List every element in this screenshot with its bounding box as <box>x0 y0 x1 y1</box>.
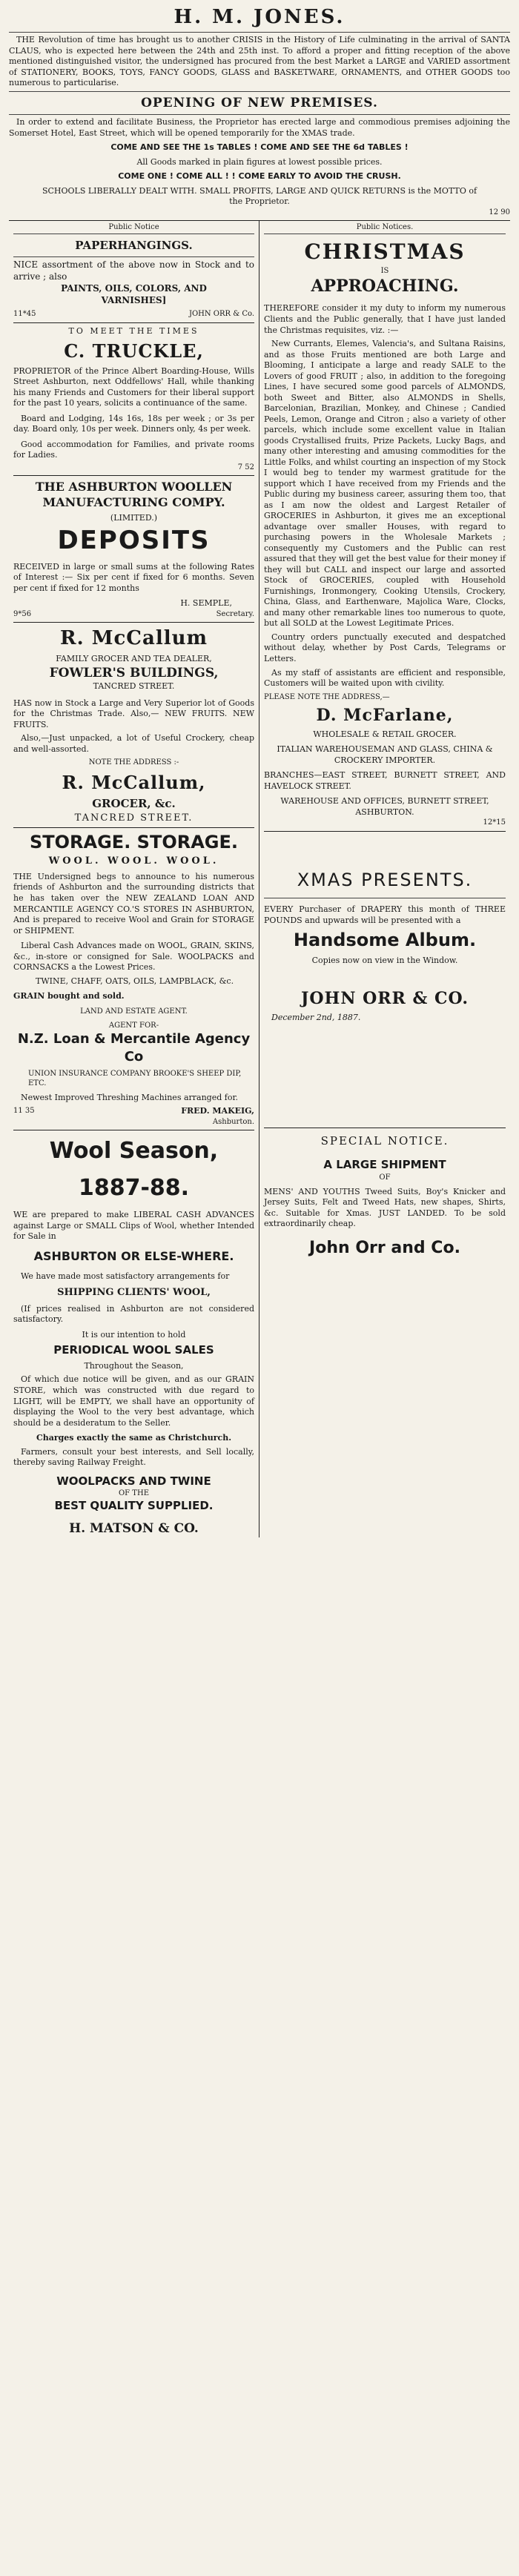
storage-ad <box>13 831 254 1127</box>
xmas-name: D. McFarlane, <box>316 705 454 725</box>
woolseason-charges: Charges exactly the same as Christchurch. <box>36 1433 232 1443</box>
special-notice-ad <box>264 1134 506 1259</box>
xmas-body4: As my staff of assistants are efficient and responsible, Customers will be waited upon with civility. <box>264 667 506 689</box>
woollen-title: THE ASHBURTON WOOLLEN MANUFACTURING COMPY. <box>35 480 233 510</box>
mccallum-line2: FOWLER'S BUILDINGS, <box>49 665 219 681</box>
presents-title: XMAS PRESENTS. <box>297 869 473 890</box>
mccallum-grocer: GROCER, &c. <box>92 797 176 811</box>
woollen-ad <box>13 479 254 619</box>
woolseason-ofthe: OF THE <box>118 1489 149 1498</box>
mccallum-also: Also,—Just unpacked, a lot of Useful Crockery, cheap and well-assorted. <box>13 733 254 754</box>
left-column <box>9 221 260 1537</box>
mccallum-name: R. McCallum <box>59 626 208 649</box>
paper-list: PAINTS, OILS, COLORS, AND VARNISHES] <box>61 282 207 305</box>
storage-sign: FRED. MAKEIG, <box>181 1106 254 1116</box>
paper-body: NICE assortment of the above now in Stock and to arrive ; also <box>13 259 254 282</box>
storage-place: Ashburton. <box>212 1117 254 1126</box>
truckle-body: PROPRIETOR of the Prince Albert Boarding-House, Wills Street Ashburton, next Oddfellows' Hall, while thanking his many Friends and Customers for their liberal support for the past 10 years, solicits a continuance of the same. <box>13 365 254 408</box>
storage-body2: Liberal Cash Advances made on WOOL, GRAIN, SKINS, &c., in-store or consigned for Sale. WOOLPACKS and CORNSACKS a the Lowest Prices. <box>13 941 254 973</box>
storage-nz: N.Z. Loan & Mercantile Agency Co <box>17 1031 251 1064</box>
mccallum-name2: R. McCallum, <box>62 771 206 793</box>
mccallum-line3: TANCRED STREET. <box>93 681 175 692</box>
presents-copies: Copies now on view in the Window. <box>311 955 458 965</box>
woolseason-woolpacks: WOOLPACKS AND TWINE <box>56 1474 211 1488</box>
jones-code: 12 90 <box>489 208 510 216</box>
jones-heading: OPENING OF NEW PREMISES. <box>141 95 378 110</box>
storage-agent: AGENT FOR- <box>108 1021 159 1030</box>
xmas-title: CHRISTMAS <box>304 239 466 265</box>
woolseason-intent: It is our intention to hold <box>82 1329 186 1340</box>
woolseason-year: 1887-88. <box>78 1174 190 1201</box>
special-of: OF <box>379 1173 391 1182</box>
jones-line4: SCHOOLS LIBERALLY DEALT WITH. SMALL PROFITS, LARGE AND QUICK RETURNS is the MOTTO of the Proprietor. <box>42 185 477 207</box>
presents-body: EVERY Purchaser of DRAPERY this month of THREE POUNDS and upwards will be presented with a <box>264 904 506 925</box>
xmas-branches: BRANCHES—EAST STREET, BURNETT STREET, AND HAVELOCK STREET. <box>264 770 506 791</box>
mccallum-street: TANCRED STREET. <box>74 812 194 824</box>
special-a: A LARGE SHIPMENT <box>323 1157 446 1171</box>
storage-title: STORAGE. STORAGE. <box>29 832 238 853</box>
woolseason-best: BEST QUALITY SUPPLIED. <box>54 1498 214 1512</box>
jones-line2: All Goods marked in plain figures at lowest possible prices. <box>136 156 383 167</box>
woollen-body: RECEIVED in large or small sums at the following Rates of Interest :— Six per cent if fixed for 6 months. Seven per cent if fixed for 12 months <box>13 561 254 593</box>
jones-title: H. M. JONES. <box>173 6 346 28</box>
special-body: MENS' AND YOUTHS Tweed Suits, Boy's Knicker and Jersey Suits, Felt and Tweed Hats, new shapes, Shirts, &c. Suitable for Xmas. JUST LANDED. To be sold extraordinarily cheap. <box>264 1186 506 1229</box>
truckle-terms: Board and Lodging, 14s 16s, 18s per week ; or 3s per day. Board only, 10s per week. Dinners only, 4s per week. <box>13 413 254 434</box>
public-notice-header: Public Notice <box>13 221 254 234</box>
storage-body: THE Undersigned begs to announce to his numerous friends of Ashburton and the surrounding districts that he has taken over the NEW ZEALAND LOAN AND MERCANTILE AGENCY CO.'S STORES IN ASHBURTON, And is prepared to receive Wool and Grain for STORAGE or SHIPMENT. <box>13 871 254 936</box>
woollen-role: Secretary. <box>216 609 254 618</box>
woolseason-body2: Of which due notice will be given, and as our GRAIN STORE, which was constructed with due regard to LIGHT, will be EMPTY, we shall have an opportunity of displaying the Wool to the very best advantage, which should be a desideratum to the Seller. <box>13 1374 254 1428</box>
woolseason-ship: SHIPPING CLIENTS' WOOL, <box>57 1287 211 1299</box>
storage-code: 11 35 <box>13 1107 35 1116</box>
woolseason-title: Wool Season, <box>49 1138 219 1165</box>
presents-sign: JOHN ORR & CO. <box>300 989 469 1009</box>
jones-line3: COME ONE ! COME ALL ! ! COME EARLY TO AVOID THE CRUSH. <box>118 171 401 182</box>
woolseason-prices: (If prices realised in Ashburton are not considered satisfactory. <box>13 1303 254 1325</box>
woolseason-arr: We have made most satisfactory arrangements for <box>21 1271 230 1281</box>
jones-ad <box>9 4 510 217</box>
xmas-is: IS <box>380 267 389 276</box>
paper-title: PAPERHANGINGS. <box>75 239 193 253</box>
xmas-warehouse: WAREHOUSE AND OFFICES, BURNETT STREET, ASHBURTON. <box>280 796 489 817</box>
mccallum-note: NOTE THE ADDRESS :- <box>88 758 179 767</box>
storage-land: LAND AND ESTATE AGENT. <box>80 1007 188 1016</box>
presents-date: December 2nd, 1887. <box>271 1013 361 1023</box>
truckle-kicker: TO MEET THE TIMES <box>68 325 199 336</box>
paper-code: 11*45 <box>13 310 36 319</box>
woolseason-where: ASHBURTON OR ELSE-WHERE. <box>33 1248 234 1263</box>
woolseason-body: WE are prepared to make LIBERAL CASH ADVANCES against Large or SMALL Clips of Wool, whether Intended for Sale in <box>13 1210 254 1242</box>
paper-sign: JOHN ORR & Co. <box>188 310 254 319</box>
special-sign: John Orr and Co. <box>309 1238 460 1257</box>
xmas-approach: APPROACHING. <box>311 277 459 297</box>
truckle-ad <box>13 326 254 473</box>
woolseason-throughout: Throughout the Season, <box>84 1360 184 1371</box>
jones-body: In order to extend and facilitate Business, the Proprietor has erected large and commodious premises adjoining the Somerset Hotel, East Street, which will be opened temporarily for the XMAS trade. <box>9 117 510 138</box>
storage-union: UNION INSURANCE COMPANY BROOKE'S SHEEP DIP, ETC. <box>28 1069 242 1087</box>
woollen-ltd: (LIMITED.) <box>110 513 158 523</box>
woollen-code: 9*56 <box>13 609 32 618</box>
woolseason-sign: H. MATSON & CO. <box>69 1521 199 1537</box>
woolseason-farmers: Farmers, consult your best interests, and Sell locally, thereby saving Railway Freight. <box>13 1446 254 1468</box>
truckle-code: 7 52 <box>237 463 254 471</box>
truckle-extra: Good accommodation for Families, and private rooms for Ladies. <box>13 439 254 460</box>
xmas-presents-ad <box>264 869 506 1024</box>
xmas-body3: Country orders punctually executed and despatched without delay, whether by Post Cards, Telegrams or Letters. <box>264 632 506 663</box>
right-column <box>260 221 510 1537</box>
jones-intro: THE Revolution of time has brought us to another CRISIS in the History of Life culminating in the arrival of SANTA CLAUS, who is expected here between the 24th and 25th inst. To afford a proper and fitting reception of the above mentioned distinguished visitor, the undersigned has procured from the best Market a LARGE and VARIED assortment of STATIONERY, BOOKS, TOYS, FANCY GOODS, GLASS and BASKETWARE, ORNAMENTS, and OTHER GOODS too numerous to particularise. <box>9 35 510 88</box>
xmas-role: WHOLESALE & RETAIL GROCER. <box>313 729 457 739</box>
jones-line1: COME AND SEE THE 1s TABLES ! COME AND SEE THE 6d TABLES ! <box>110 142 409 153</box>
xmas-ad <box>264 239 506 827</box>
xmas-body: THEREFORE consider it my duty to inform my numerous Clients and the Public generally, that I have just landed the Christmas requisites, viz. :— <box>264 303 506 335</box>
paperhangings-ad <box>13 239 254 319</box>
xmas-please: PLEASE NOTE THE ADDRESS,— <box>264 692 390 701</box>
woollen-deposits: DEPOSITS <box>57 525 211 555</box>
mccallum-body: HAS now in Stock a Large and Very Superior lot of Goods for the Christmas Trade. Also,— NEW FRUITS. NEW FRUITS. <box>13 698 254 729</box>
public-notices-header: Public Notices. <box>264 221 506 234</box>
columns <box>9 220 510 1537</box>
xmas-italian: ITALIAN WAREHOUSEMAN AND GLASS, CHINA & CROCKERY IMPORTER. <box>277 744 493 765</box>
woolseason-ad <box>13 1136 254 1537</box>
storage-wool: WOOL. WOOL. WOOL. <box>48 855 219 867</box>
mccallum-line1: FAMILY GROCER AND TEA DEALER, <box>56 654 212 664</box>
xmas-body2: New Currants, Elemes, Valencia's, and Sultana Raisins, and as those Fruits mentioned are both Large and Blooming, I anticipate a large and ready SALE to the Lovers of good FRUIT ; also, in addition to the foregoing Lines, I have secured some good parcels of ALMONDS, both Sweet and Bitter, also ALMONDS in Shells, Barcelonian, Brazilian, Monkey, and Chinese ; Candied Peels, Lemon, Orange and Citron ; also a variety of other parcels, which include some excellent value in Italian goods Crystallised fruits, Prize Packets, Lucky Bags, and many other interesting and amusing commodities for the Little Folks, and whilst courting an inspection of my Stock I would beg to tender my warmest gratitude for the support which I have received from my Friends and the Public during my business career, assuring them too, that as I am now the oldest and Largest Retailer of GROCERIES in Ashburton, it gives me an exceptional advantage over smaller Houses, with regard to purchasing powers in the Wholesale Markets ; consequently my Customers and the Public can rest assured that they will get the best value for their money if they will but CALL and inspect our large and assorted Stock of GROCERIES, coupled with Household Furnishings, Ironmongery, Cooking Utensils, Crockery, China, Glass, and Earthenware, Majolica Ware, Clocks, and many other remarkable lines too numerous to quote, but all SOLD at the Lowest Legitimate Prices. <box>264 339 506 629</box>
xmas-code: 12*15 <box>483 818 506 827</box>
storage-grain: GRAIN bought and sold. <box>13 991 125 1001</box>
woollen-signer: H. SEMPLE, <box>180 598 232 609</box>
storage-threshing: Newest Improved Threshing Machines arranged for. <box>21 1092 239 1102</box>
truckle-name: C. TRUCKLE, <box>64 340 204 362</box>
presents-album: Handsome Album. <box>293 930 477 951</box>
mccallum-ad <box>13 626 254 824</box>
woolseason-periodical: PERIODICAL WOOL SALES <box>53 1343 214 1357</box>
special-title: SPECIAL NOTICE. <box>320 1133 449 1148</box>
storage-items: TWINE, CHAFF, OATS, OILS, LAMPBLACK, &c. <box>36 976 234 986</box>
